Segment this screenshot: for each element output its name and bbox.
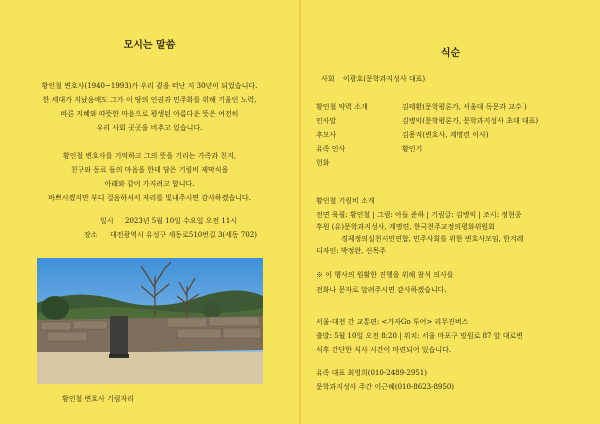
program-value: 김태환(문학평론가, 서울대 독문과 교수 ) (402, 103, 527, 111)
invitation-line: 황인철 변호사(1940~1993)가 우리 곁을 떠난 지 30년이 되었습니다. (41, 82, 258, 90)
memorial-heading: 황인철 기림비 소개 (316, 197, 375, 205)
memorial-line: 후원 (유)문학과지성사, 계명련, 한국천주교정의평화위원회 (316, 223, 495, 231)
note-line: 전화나 문자로 알려주시면 감사하겠습니다. (316, 286, 447, 294)
program-label: 추모사 (316, 131, 337, 139)
memorial-line: 경제정의실천시민연합, 민주사회를 위한 변호사모임, 한겨레 (341, 235, 524, 243)
contact-line: 유족 대표 최영희(010-2489-2951) (316, 369, 427, 377)
invitation-line: 친구와 동료 들의 마음을 한데 담은 기림비 제막식을 (70, 166, 229, 174)
place-label: 장소 (84, 231, 98, 239)
invitation-line: 우리 사회 곳곳을 비추고 있습니다. (96, 124, 203, 132)
transport-line: 출발: 5월 10일 오전 8:20 | 위치: 서울 마포구 망원로 87 앞 대로변 (316, 332, 524, 340)
invitation-line: 바쁘시겠지만 부디 걸음하셔서 자리를 빛내주시면 감사하겠습니다. (48, 194, 251, 202)
memorial-photo (37, 258, 263, 384)
program-label: 사회 (321, 75, 335, 83)
transport-line: 식후 간단한 식사 시간이 마련되어 있습니다. (316, 346, 452, 354)
memorial-line: 디자인: 박정완, 신목주 (316, 247, 386, 255)
place-value: 대전광역시 유성구 세동로510번길 3(세동 702) (110, 231, 257, 239)
program-value: 김용직(변호사, 계명련 이사) (402, 131, 489, 139)
memorial-photo-image (37, 258, 263, 384)
program-label: 황인철 약력 소개 (316, 103, 368, 111)
photo-caption: 황인철 변호사 기림자리 (62, 395, 135, 403)
program-title: 식순 (440, 48, 461, 59)
right-page (301, 0, 600, 424)
program-label: 헌화 (316, 159, 330, 167)
invitation-title: 모시는 말씀 (123, 40, 176, 51)
invitation-line: 황인철 변호사를 기억하고 그의 뜻을 기리는 가족과 친지, (62, 152, 237, 160)
program-label: 유족 인사 (316, 145, 346, 153)
note-line: ※ 이 행사의 원활한 진행을 위해 참석 의사를 (316, 271, 454, 279)
invitation-line: 아래와 같이 가지려고 합니다. (104, 180, 195, 188)
contact-line: 문학과지성사 주간 이근혜(010-8623-8950) (316, 383, 455, 391)
transport-line: 서울-대전 간 교통편: <가자Go 투어> 리무진버스 (316, 318, 469, 326)
date-label: 일시 (100, 217, 114, 225)
invitation-line: 바른 지혜와 따뜻한 마음으로 평생된 아름다운 뜻은 여전히 (60, 110, 239, 118)
left-page (0, 0, 299, 424)
program-value: 황인기 (402, 145, 423, 153)
invitation-line: 한 세대가 지났음에도 그가 이 땅의 인권과 민주화를 위해 기울인 노력, (42, 96, 257, 104)
memorial-line: 전면 육필: 황인철 | 그림: 아들 준하 | 기림글: 김병익 | 조시: 정현종 (316, 211, 522, 219)
program-label: 인사말 (316, 117, 337, 125)
date-value: 2023년 5월 10일 수요일 오전 11시 (125, 217, 238, 225)
program-value: 이광호(문학과지성사 대표) (343, 75, 426, 83)
program-value: 김병익(문학평론가, 문학과지성사 초대 대표) (402, 117, 539, 125)
